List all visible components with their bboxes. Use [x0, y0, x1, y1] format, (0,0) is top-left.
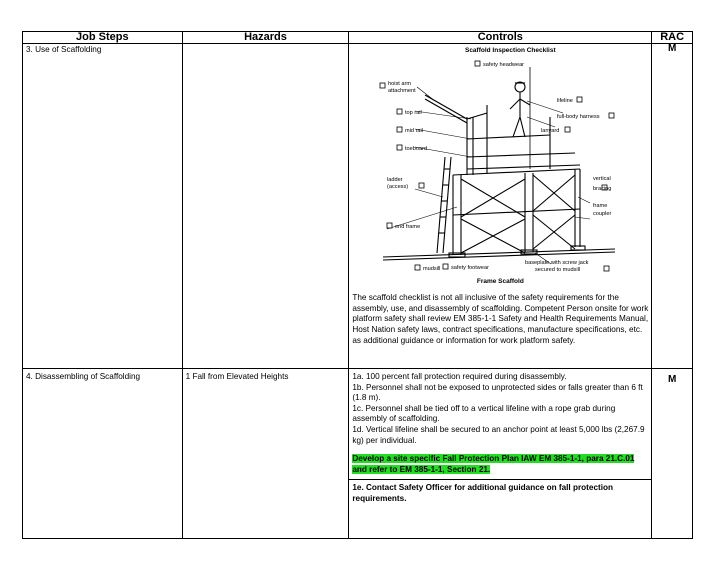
control-item: 1e. Contact Safety Officer for additional guidance on fall protection requirements. — [352, 483, 614, 503]
job-hazard-analysis-table — [22, 31, 693, 539]
svg-text:lanyard: lanyard — [541, 127, 560, 134]
header-hazards: Hazards — [182, 32, 349, 44]
rac-value: M — [652, 44, 693, 369]
table-row — [23, 44, 693, 369]
header-controls: Controls — [349, 32, 652, 44]
job-step-cell: 3. Use of Scaffolding — [23, 44, 183, 369]
svg-text:(access): (access) — [387, 183, 409, 190]
header-rac: RAC — [652, 32, 693, 44]
figure-caption: Frame Scaffold — [476, 277, 524, 285]
svg-text:ladder: ladder — [387, 176, 403, 183]
figure-title: Scaffold Inspection Checklist — [464, 47, 556, 54]
control-item: 1c. Personnel shall be tied off to a vertical lifeline with a rope grab during assembly of scaffolding. — [352, 403, 616, 424]
svg-text:full-body harness: full-body harness — [557, 113, 600, 120]
control-item: 1b. Personnel shall not be exposed to unprotected sides or falls greater than 6 ft (1.8 m). — [352, 382, 643, 403]
header-job-steps: Job Steps — [23, 32, 183, 44]
svg-text:end frame: end frame — [395, 223, 421, 230]
rac-value: M — [652, 369, 693, 539]
controls-cell — [349, 44, 652, 369]
fall-protection-plan-highlight: Develop a site specific Fall Protection Plan IAW EM 385-1-1, para 21.C.01 and refer to EM 385-1-1, Section 21. — [352, 454, 635, 474]
svg-text:attachment: attachment — [388, 87, 417, 94]
header-row — [23, 32, 693, 44]
divider — [349, 479, 651, 480]
svg-text:mudsill: mudsill — [423, 265, 441, 272]
svg-text:baseplate with screw jack: baseplate with screw jack — [525, 259, 589, 266]
checklist-note: The scaffold checklist is not all inclusive of the safety requirements for the assembly, use, and disassembly of scaffolding. Competent Person onsite for work platform safety shall review EM 385-1-1 Safety and Health Requirements Manual, Host Nation safety laws, contract specifications, manufacture specifications, etc. as additional guidance or information for work platform safety. — [352, 293, 649, 345]
svg-text:mid rail: mid rail — [405, 127, 424, 134]
hazard-cell — [182, 44, 349, 369]
svg-text:toeboard: toeboard — [405, 145, 428, 152]
table-row — [23, 369, 693, 539]
svg-text:vertical: vertical — [593, 175, 612, 182]
job-step-cell: 4. Disassembling of Scaffolding — [23, 369, 183, 539]
control-item: 1d. Vertical lifeline shall be secured to an anchor point at least 5,000 lbs (2,267.9 kg) per individual. — [352, 424, 645, 445]
svg-text:bracing: bracing — [593, 185, 612, 192]
control-item: 1a. 100 percent fall protection required during disassembly. — [352, 372, 567, 381]
hazard-cell: 1 Fall from Elevated Heights — [182, 369, 349, 539]
svg-text:frame: frame — [593, 202, 608, 209]
svg-text:lifeline: lifeline — [557, 97, 574, 104]
svg-text:hoist arm: hoist arm — [388, 80, 412, 87]
scaffold-diagram — [375, 57, 625, 277]
svg-text:top rail: top rail — [405, 109, 423, 116]
svg-text:safety headwear: safety headwear — [483, 61, 525, 68]
svg-text:coupler: coupler — [593, 210, 612, 217]
controls-cell — [349, 369, 652, 539]
svg-text:safety footwear: safety footwear — [451, 264, 490, 271]
svg-text:secured to mudsill: secured to mudsill — [535, 266, 581, 273]
